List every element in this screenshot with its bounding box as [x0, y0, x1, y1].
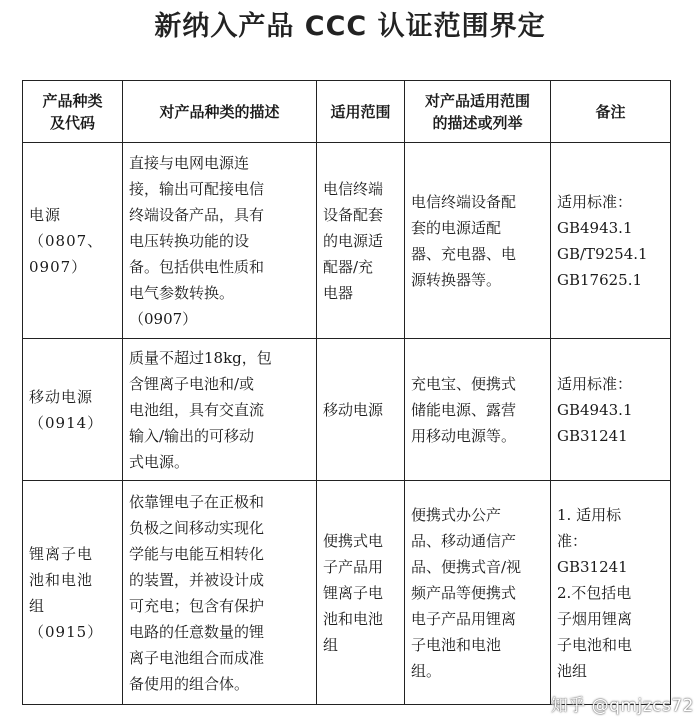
cell-description: 质量不超过18kg，包 含锂离子电池和/或 电池组，具有交直流 输入/输出的可移动 式电源。	[123, 339, 317, 481]
cell-scope: 便携式电 子产品用 锂离子电 池和电池 组	[317, 481, 405, 705]
ccc-scope-table	[22, 80, 671, 705]
cell-description: 依靠锂电子在正极和 负极之间移动实现化 学能与电能互相转化 的装置，并被设计成 可充电；包含有保护 电路的任意数量的锂 离子电池组合而成准 备使用的组合体。	[123, 481, 317, 705]
header-scope: 适用范围	[317, 81, 405, 143]
cell-scope-detail: 电信终端设备配 套的电源适配 器、充电器、电 源转换器等。	[405, 143, 551, 339]
table-header-row	[23, 81, 671, 143]
header-description: 对产品种类的描述	[123, 81, 317, 143]
cell-category: 电源 （0807、 0907）	[23, 143, 123, 339]
table-row	[23, 143, 671, 339]
cell-notes: 适用标准： GB4943.1 GB31241	[551, 339, 671, 481]
header-category: 产品种类 及代码	[23, 81, 123, 143]
cell-scope: 电信终端 设备配套 的电源适 配器/充 电器	[317, 143, 405, 339]
table-row	[23, 339, 671, 481]
header-notes: 备注	[551, 81, 671, 143]
zhihu-watermark: 知乎 @qmjzcs72	[550, 696, 694, 716]
cell-notes: 适用标准： GB4943.1 GB/T9254.1 GB17625.1	[551, 143, 671, 339]
page-title: 新纳入产品 CCC 认证范围界定	[154, 11, 546, 42]
cell-description: 直接与电网电源连 接，输出可配接电信 终端设备产品，具有 电压转换功能的设 备。包括供电性质和 电气参数转换。 （0907）	[123, 143, 317, 339]
table-row	[23, 481, 671, 705]
cell-notes: 1. 适用标 准： GB31241 2.不包括电 子烟用锂离 子电池和电 池组	[551, 481, 671, 705]
cell-scope: 移动电源	[317, 339, 405, 481]
cell-category: 移动电源 （0914）	[23, 339, 123, 481]
cell-scope-detail: 便携式办公产 品、移动通信产 品、便携式音/视 频产品等便携式 电子产品用锂离 子电池和电池 组。	[405, 481, 551, 705]
cell-scope-detail: 充电宝、便携式 储能电源、露营 用移动电源等。	[405, 339, 551, 481]
cell-category: 锂离子电 池和电池 组 （0915）	[23, 481, 123, 705]
header-scope-detail: 对产品适用范围 的描述或列举	[405, 81, 551, 143]
